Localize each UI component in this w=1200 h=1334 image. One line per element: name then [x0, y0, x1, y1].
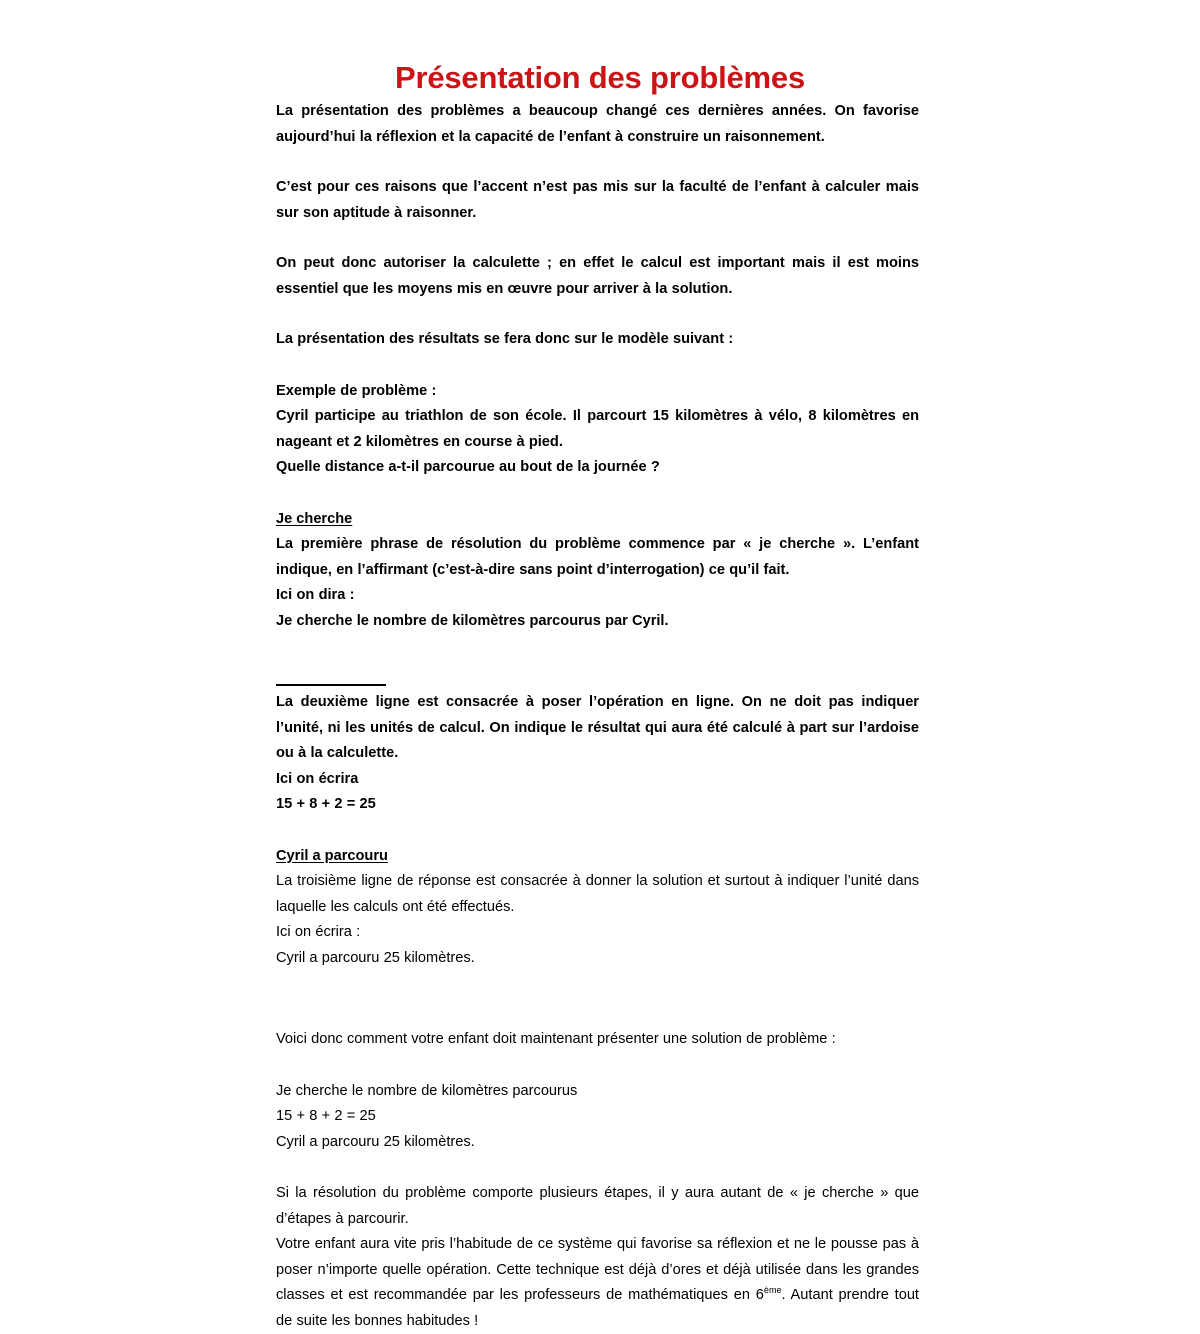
- summary-line-je-cherche: Je cherche le nombre de kilomètres parcourus: [276, 1082, 578, 1099]
- summary-line-answer: Cyril a parcouru 25 kilomètres.: [276, 1133, 475, 1150]
- horizontal-rule-divider: [276, 684, 386, 686]
- step-one-heading-text: Je cherche: [276, 510, 353, 527]
- section-spacer: [276, 818, 919, 844]
- document-body: [276, 99, 919, 1334]
- intro-paragraph-4: La présentation des résultats se fera donc sur le modèle suivant :: [276, 331, 734, 347]
- step-one-body: La première phrase de résolution du problème commence par « je cherche ». L’enfant indique, en l’affirmant (c’est-à-dire sans point d’interrogation) ce qu’il fait.: [276, 536, 919, 578]
- paragraph-spacer: [276, 302, 919, 327]
- paragraph-spacer: [276, 481, 919, 507]
- page-title: Présentation des problèmes: [395, 59, 805, 95]
- section-spacer: [276, 634, 919, 684]
- example-statement: Cyril participe au triathlon de son école. Il parcourt 15 kilomètres à vélo, 8 kilomètres en nageant et 2 kilomètres en course à pied.: [276, 408, 919, 450]
- paragraph-spacer: [276, 353, 919, 379]
- summary-intro: Voici donc comment votre enfant doit maintenant présenter une solution de problème :: [276, 1031, 836, 1047]
- paragraph-spacer: [276, 1053, 919, 1079]
- section-spacer: [276, 971, 919, 1027]
- summary-line-operation: 15 + 8 + 2 = 25: [276, 1108, 376, 1124]
- step-two-body: La deuxième ligne est consacrée à poser l’opération en ligne. On ne doit pas indiquer l’unité, ni les unités de calcul. On indique le résultat qui aura été calculé à part sur l’ardoise ou à la calculette.: [276, 694, 919, 761]
- step-two-example: 15 + 8 + 2 = 25: [276, 796, 376, 812]
- step-three-example: Cyril a parcouru 25 kilomètres.: [276, 949, 475, 966]
- step-two-cue: Ici on écrira: [276, 770, 359, 787]
- intro-paragraph-2: C’est pour ces raisons que l’accent n’est pas mis sur la faculté de l’enfant à calculer mais sur son aptitude à raisonner.: [276, 179, 919, 221]
- paragraph-spacer: [276, 150, 919, 175]
- paragraph-spacer: [276, 1155, 919, 1181]
- closing-paragraph-2-text-before: Votre enfant aura vite pris l’habitude de ce système qui favorise sa réflexion et ne le pousse pas à poser n’importe quelle opération. Cette technique est déjà d’ores et déjà utilisée dans les grandes classes et est recommandée par les professeurs de mathématiques en 6: [276, 1236, 919, 1303]
- closing-paragraph-2: [276, 1232, 919, 1334]
- closing-paragraph-1: Si la résolution du problème comporte plusieurs étapes, il y aura autant de « je cherche » que d’étapes à parcourir.: [276, 1185, 919, 1227]
- step-three-body: La troisième ligne de réponse est consacrée à donner la solution et surtout à indiquer l’unité dans laquelle les calculs ont été effectués.: [276, 873, 919, 915]
- step-three-cue: Ici on écrira :: [276, 924, 361, 940]
- step-three-heading: [276, 844, 919, 870]
- ordinal-superscript: ème: [763, 1285, 782, 1296]
- example-question: Quelle distance a-t-il parcourue au bout de la journée ?: [276, 459, 660, 475]
- example-heading: Exemple de problème :: [276, 382, 437, 399]
- paragraph-spacer: [276, 226, 919, 251]
- intro-paragraph-1: La présentation des problèmes a beaucoup changé ces dernières années. On favorise aujourd’hui la réflexion et la capacité de l’enfant à construire un raisonnement.: [276, 103, 919, 145]
- closing-paragraph-2-text-after: . Autant prendre tout de suite les bonnes habitudes !: [276, 1287, 919, 1329]
- intro-paragraph-3: On peut donc autoriser la calculette ; en effet le calcul est important mais il est moins essentiel que les moyens mis en œuvre pour arriver à la solution.: [276, 255, 919, 297]
- step-one-example: Je cherche le nombre de kilomètres parcourus par Cyril.: [276, 612, 669, 629]
- step-one-cue: Ici on dira :: [276, 587, 355, 603]
- step-three-heading-text: Cyril a parcouru: [276, 847, 388, 864]
- step-one-heading: [276, 507, 919, 533]
